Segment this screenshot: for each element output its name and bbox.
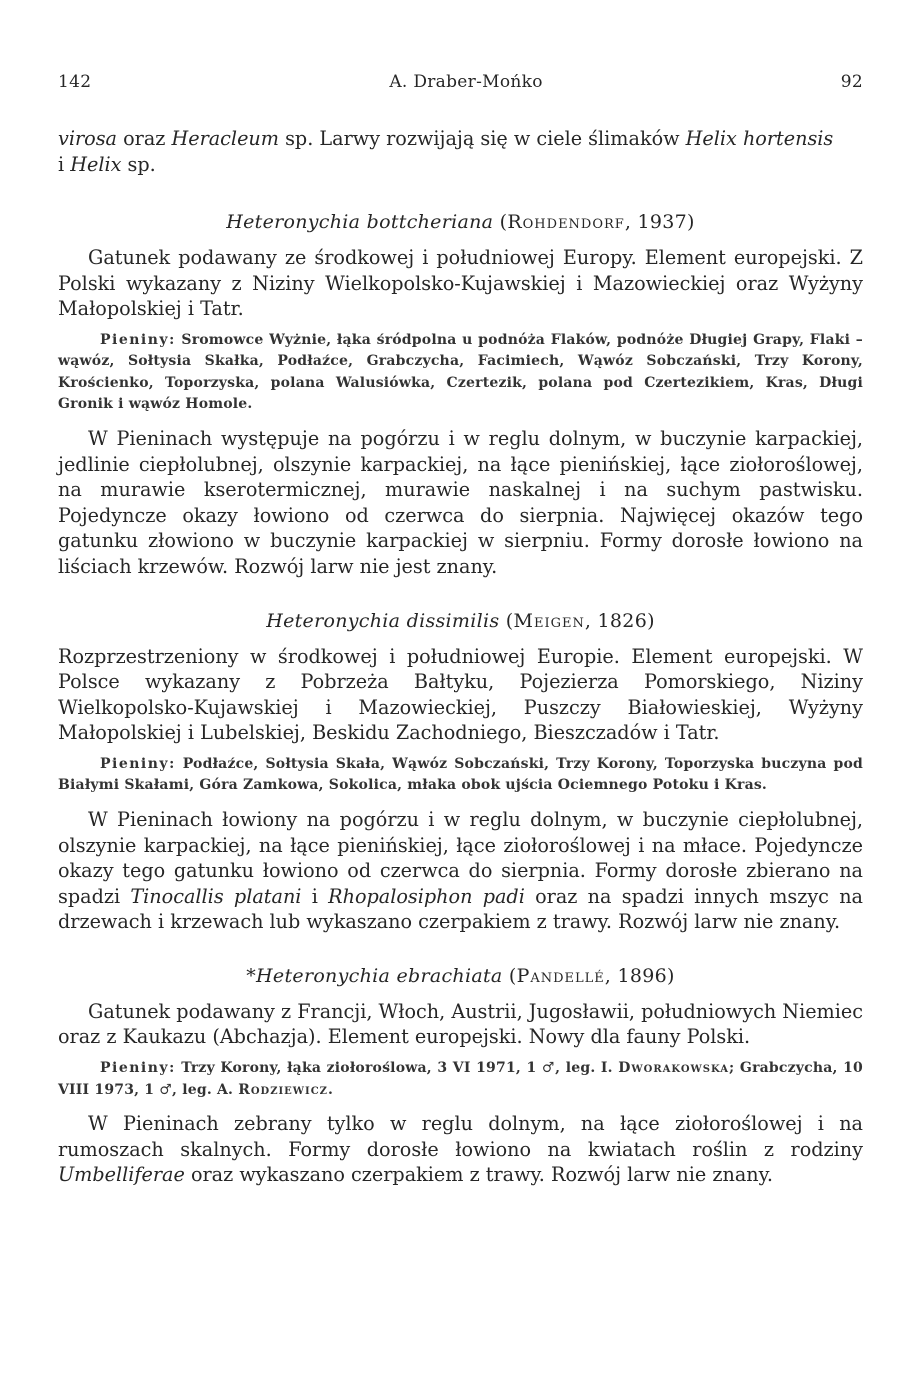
new-record-marker: * — [246, 964, 257, 987]
species-name: Heteronychia dissimilis — [266, 609, 500, 632]
species-heading — [58, 211, 863, 233]
species-author: Meigen — [513, 609, 585, 632]
ecology-paragraph — [58, 1111, 863, 1188]
text-run: ( — [502, 964, 517, 987]
running-header — [58, 72, 863, 92]
pieniny-label: Pieniny: — [100, 1060, 176, 1077]
taxon-name: Helix — [70, 152, 122, 176]
pieniny-localities — [58, 754, 863, 797]
species-heading — [58, 610, 863, 632]
text-run: Trzy Korony, łąka ziołoroślowa, 3 VI 1971, 1 ♂, leg. I. — [175, 1060, 619, 1077]
taxon-name: Umbelliferae — [58, 1163, 185, 1187]
pieniny-localities — [58, 1058, 863, 1101]
species-author: Pandellé — [516, 964, 605, 987]
page-number-right: 92 — [840, 72, 863, 92]
text-run: i — [58, 152, 71, 176]
running-author: A. Draber-Mońko — [389, 72, 543, 92]
text-run: ; Grabczycha, 10 VIII 1973, 1 ♂, leg. A. — [58, 1060, 863, 1098]
collector-name: Rodziewicz — [238, 1081, 328, 1098]
species-name: Heteronychia bottcheriana — [226, 211, 494, 234]
text-run: oraz na spadzi innych mszyc na drzewach i krzewach lub wykaszano czerpakiem z trawy. Rozwój larw nie znany. — [58, 884, 863, 934]
pieniny-label: Pieniny: — [100, 331, 176, 348]
intro-paragraph — [58, 126, 863, 177]
localities-text: Sromowce Wyżnie, łąka śródpolna u podnóża Flaków, podnóże Długiej Grapy, Flaki – wąwóz, Sołtysia Skałka, Podłaźce, Grabczycha, Facimiech, Wąwóz Sobczański, Trzy Korony, Krościenko, Toporzyska, polana Walusiówka, Czertezik, polana pod Czertezikiem, Kras, Długi Gronik i wąwóz Homole. — [58, 331, 863, 413]
text-run: W Pieninach zebrany tylko w reglu dolnym, na łące ziołoroślowej i na rumoszach skalnych. Formy dorosłe łowiono na kwiatach roślin z rodziny — [58, 1112, 863, 1161]
pieniny-localities — [58, 330, 863, 416]
distribution-paragraph: Gatunek podawany z Francji, Włoch, Austrii, Jugosławii, południowych Niemiec oraz z Kaukazu (Abchazja). Element europejski. Nowy dla fauny Polski. — [58, 999, 863, 1049]
taxon-name: Heracleum — [171, 127, 279, 150]
species-author: Rohdendorf — [507, 211, 625, 234]
distribution-paragraph: Rozprzestrzeniony w środkowej i południowej Europie. Element europejski. W Polsce wykazany z Pobrzeża Bałtyku, Pojezierza Pomorskiego, Niziny Wielkopolsko-Kujawskiej i Mazowieckiej, Puszczy Białowieskiej, Wyżyny Małopolskiej i Lubelskiej, Beskidu Zachodniego, Bieszczadów i Tatr. — [58, 644, 863, 745]
text-run: sp. — [121, 152, 156, 176]
species-name: Heteronychia ebrachiata — [256, 964, 503, 987]
ecology-paragraph: W Pieninach występuje na pogórzu i w reglu dolnym, w buczynie karpackiej, jedlinie ciepłolubnej, olszynie karpackiej, na łące pienińskiej, łące ziołoroślowej, na murawie kserotermicznej, murawie naskalnej i na suchym pastwisku. Pojedyncze okazy łowiono od czerwca do sierpnia. Najwięcej okazów tego gatunku złowiono w buczynie karpackiej w sierpniu. Formy dorosłe łowiono na liściach krzewów. Rozwój larw nie jest znany. — [58, 426, 863, 578]
text-run: oraz wykaszano czerpakiem z trawy. Rozwój larw nie znany. — [184, 1163, 774, 1187]
text-run: oraz — [117, 127, 172, 150]
species-year: , 1896) — [604, 964, 675, 987]
taxon-name: virosa — [58, 127, 117, 150]
text-run: . — [327, 1081, 334, 1098]
distribution-paragraph: Gatunek podawany ze środkowej i południowej Europy. Element europejski. Z Polski wykazany z Niziny Wielkopolsko-Kujawskiej i Mazowieckiej oraz Wyżyny Małopolskiej i Tatr. — [58, 246, 863, 321]
text-run: ( — [493, 211, 508, 234]
taxon-name: Helix hortensis — [685, 127, 834, 150]
species-year: , 1826) — [584, 609, 655, 632]
page-number-left: 142 — [58, 72, 92, 92]
taxon-name: Rhopalosiphon padi — [328, 884, 525, 908]
collector-name: Dworakowska — [618, 1060, 730, 1077]
pieniny-label: Pieniny: — [100, 755, 176, 772]
species-year: , 1937) — [624, 211, 695, 234]
localities-text: Podłaźce, Sołtysia Skała, Wąwóz Sobczański, Trzy Korony, Toporzyska buczyna pod Białymi Skałami, Góra Zamkowa, Sokolica, młaka obok ujścia Ociemnego Potoku i Kras. — [58, 755, 863, 794]
text-run: sp. Larwy rozwijają się w ciele ślimaków — [278, 127, 686, 150]
text-run: W Pieninach łowiony na pogórzu i w reglu dolnym, w buczynie ciepłolubnej, olszynie karpackiej, na łące pienińskiej, łące ziołoroślowej i na młace. Pojedyncze okazy tego gatunku łowiono od czerwca do sierpnia. Formy dorosłe zbierano na spadzi — [58, 807, 863, 908]
document-page — [58, 72, 863, 1188]
ecology-paragraph — [58, 807, 863, 935]
text-run: ( — [499, 609, 514, 632]
taxon-name: Tinocallis platani — [130, 884, 302, 908]
species-heading — [58, 965, 863, 987]
text-run: i — [301, 884, 329, 908]
